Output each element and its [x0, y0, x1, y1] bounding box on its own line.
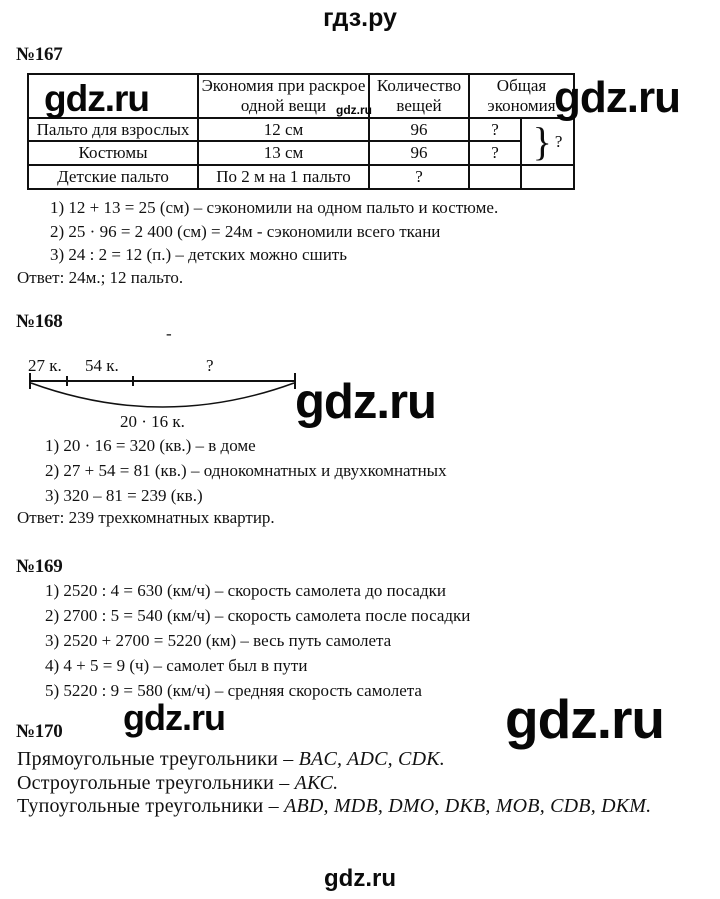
- solution-step: 5) 5220 : 9 = 580 (км/ч) – средняя скорость самолета: [45, 681, 422, 700]
- solution-step: 3) 2520 + 2700 = 5220 (км) – весь путь самолета: [45, 631, 392, 650]
- watermark-gdz-footer: gdz.ru: [324, 865, 396, 892]
- triangle-type-label: Прямоугольные треугольники –: [17, 748, 299, 770]
- scan-dash-artifact: -: [166, 324, 172, 343]
- triangle-names: АКС.: [294, 771, 339, 794]
- table-cell-row2-count: 96: [369, 141, 469, 165]
- curly-brace: }: [532, 118, 552, 164]
- problem-167-answer: Ответ: 24м.; 12 пальто.: [17, 268, 184, 287]
- segment1-label: 27 к.: [28, 356, 62, 375]
- table-cell-brace: [521, 118, 574, 165]
- table-cell-row2-economy: 13 см: [198, 141, 369, 165]
- solution-step: 3) 320 – 81 = 239 (кв.): [45, 486, 203, 505]
- brace-question: ?: [554, 131, 563, 151]
- watermark-gdz-170-left: gdz.ru: [123, 697, 225, 738]
- table-cell-row3-total: [469, 165, 521, 189]
- problem-168-number: №168: [16, 311, 63, 332]
- table-header-count: Количество вещей: [369, 74, 469, 118]
- triangle-type-label: Тупоугольные треугольники –: [17, 795, 285, 817]
- table-cell-row2-name: Костюмы: [28, 141, 198, 165]
- problem-169-number: №169: [16, 556, 63, 577]
- segment2-label: 54 к.: [85, 356, 119, 375]
- solution-step: 1) 2520 : 4 = 630 (км/ч) – скорость самолета до посадки: [45, 581, 446, 600]
- problem-168-answer: Ответ: 239 трехкомнатных квартир.: [17, 508, 275, 527]
- watermark-gdz-table-small: gdz.ru: [336, 103, 372, 117]
- watermark-gdz-170-right: gdz.ru: [505, 688, 664, 750]
- table-header-total: Общая экономия: [469, 74, 574, 118]
- solution-step: 1) 20 · 16 = 320 (кв.) – в доме: [45, 436, 256, 455]
- problem-167-number: №167: [16, 44, 63, 65]
- table-cell-row2-total: ?: [469, 141, 521, 165]
- watermark-gdz-table-left: gdz.ru: [44, 78, 149, 119]
- triangle-names: ABD, MDB, DMO, DKB, MOB, CDB, DKM.: [284, 795, 652, 817]
- segment-diagram: [25, 347, 315, 435]
- table-cell-row1-name: Пальто для взрослых: [28, 118, 198, 141]
- table-cell-row3-economy: По 2 м на 1 пальто: [198, 165, 369, 189]
- problem-168-steps: [45, 433, 447, 508]
- table-cell-row3-name: Детские пальто: [28, 165, 198, 189]
- problem-170-number: №170: [16, 721, 63, 742]
- triangle-type-label: Остроугольные треугольники –: [17, 771, 295, 794]
- table-cell-row3-brace-empty: [521, 165, 574, 189]
- solution-step: 2) 2700 : 5 = 540 (км/ч) – скорость самолета после посадки: [45, 606, 471, 625]
- total-brace-arc: [31, 383, 294, 407]
- problem-169-steps: [45, 578, 470, 703]
- watermark-gdz-table-right: gdz.ru: [554, 73, 680, 122]
- triangle-line: [17, 795, 651, 819]
- solution-step: 2) 25 · 96 = 2 400 (см) = 24м - сэкономили всего ткани: [50, 221, 441, 241]
- table-cell-row1-count: 96: [369, 118, 469, 141]
- triangle-names: BAC, ADC, CDK.: [298, 748, 445, 770]
- table-cell-row1-total: ?: [469, 118, 521, 141]
- triangle-line: [17, 748, 651, 772]
- problem-167-steps: [50, 196, 498, 267]
- problem-170-lines: [17, 748, 651, 819]
- segment3-label: ?: [206, 356, 214, 375]
- table-header-economy: Экономия при раскрое одной вещи: [198, 74, 369, 118]
- solution-step: 3) 24 : 2 = 12 (п.) – детских можно сшить: [50, 245, 347, 264]
- solution-step: 4) 4 + 5 = 9 (ч) – самолет был в пути: [45, 656, 308, 675]
- site-logo: гдз.ру: [323, 4, 397, 32]
- solution-step: 2) 27 + 54 = 81 (кв.) – однокомнатных и двухкомнатных: [45, 461, 447, 480]
- table-cell-row3-count: ?: [369, 165, 469, 189]
- watermark-gdz-diagram: gdz.ru: [295, 375, 436, 429]
- solution-step: 1) 12 + 13 = 25 (см) – сэкономили на одном пальто и костюме.: [50, 198, 499, 217]
- table-cell-row1-economy: 12 см: [198, 118, 369, 141]
- total-label: 20 · 16 к.: [120, 412, 185, 431]
- triangle-line: [17, 772, 651, 796]
